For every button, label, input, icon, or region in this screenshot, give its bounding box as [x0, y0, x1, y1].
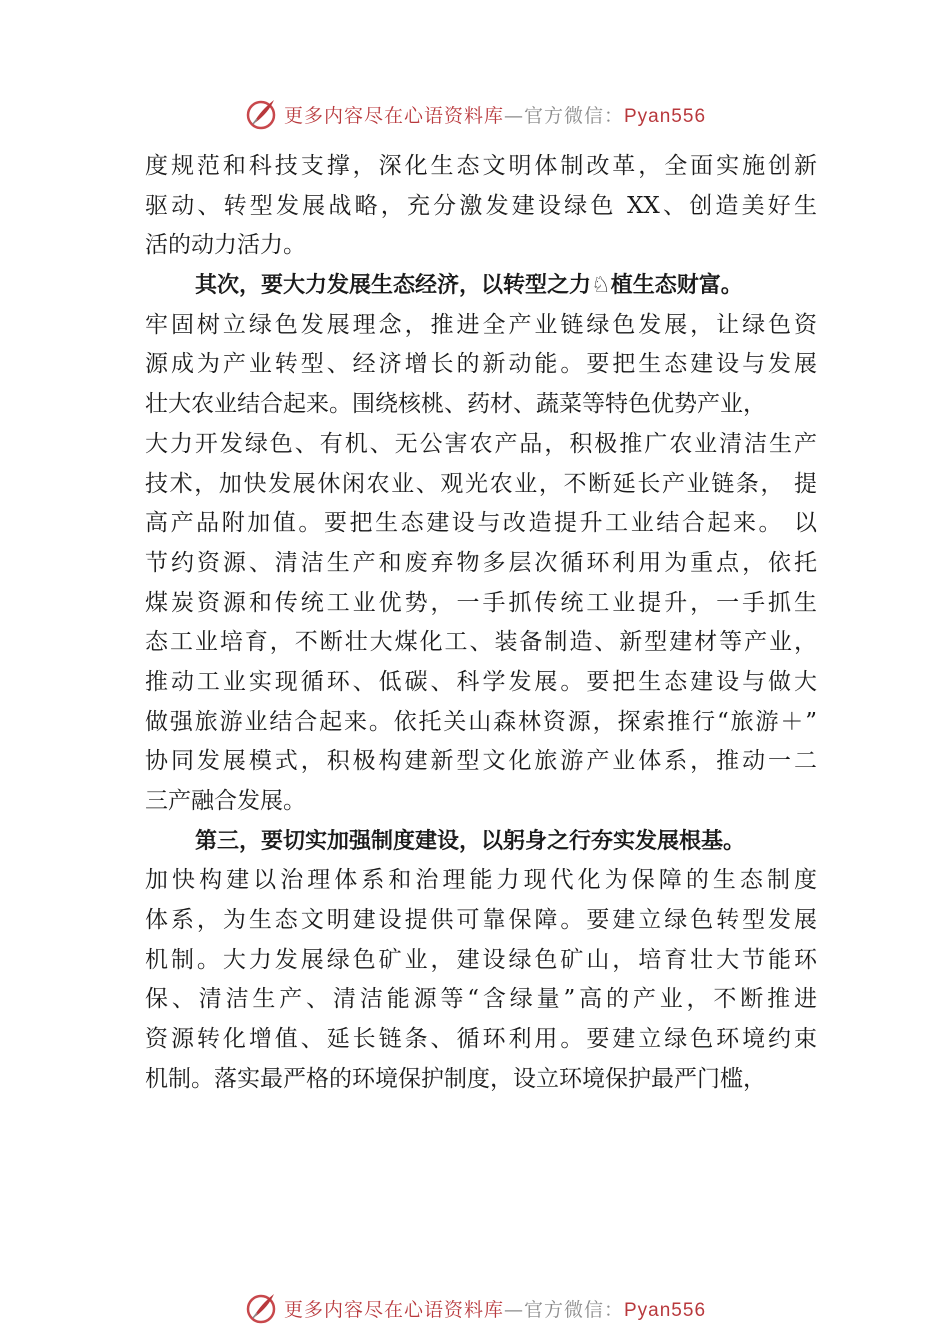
s2-line-8: 煤炭资源和传统工业优势，一手抓传统工业提升，一手抓生 — [145, 589, 817, 616]
s2-line-4: 大力开发绿色、有机、无公害农产品，积极推广农业清洁生产 — [145, 430, 817, 457]
p1-line-2: 驱动、转型发展战略，充分激发建设绿色 XX、创造美好生 — [145, 192, 817, 219]
s2-line-6: 高产品附加值。要把生态建设与改造提升工业结合起来。 以 — [145, 510, 817, 537]
s2-line-5: 技术，加快发展休闲农业、观光农业，不断延长产业链条， 提 — [145, 470, 817, 497]
s2-line-9: 态工业培育，不断壮大煤化工、装备制造、新型建材等产业， — [145, 629, 817, 656]
banner-dash: — — [503, 1298, 524, 1321]
banner-text — [284, 101, 706, 128]
section2-heading: 其次，要大力发展生态经济，以转型之力♘植生态财富。 — [195, 273, 743, 299]
s3-line-4: 保、清洁生产、清洁能源等“含绿量”高的产业，不断推进 — [145, 986, 817, 1013]
s2-line-12: 协同发展模式，积极构建新型文化旅游产业体系，推动一二 — [145, 748, 817, 775]
s2-line-10: 推动工业实现循环、低碳、科学发展。要把生态建设与做大 — [145, 668, 817, 695]
s2-line-13: 三产融合发展。 — [145, 788, 306, 814]
s3-line-6: 机制。落实最严格的环境保护制度，设立环境保护最严门槛， — [145, 1065, 766, 1092]
s3-line-3: 机制。大力发展绿色矿业，建设绿色矿山，培育壮大节能环 — [145, 946, 817, 973]
banner-title: 更多内容尽在心语资料库 — [283, 1298, 504, 1321]
document-body — [145, 147, 817, 1100]
s3-line-5: 资源转化增值、延长链条、循环利用。要建立绿色环境约束 — [145, 1026, 817, 1053]
quill-logo-icon — [244, 1291, 278, 1325]
s3-line-1: 加快构建以治理体系和治理能力现代化为保障的生态制度 — [145, 867, 817, 894]
banner-title: 更多内容尽在心语资料库 — [283, 104, 504, 127]
s3-line-2: 体系，为生态文明建设提供可靠保障。要建立绿色转型发展 — [145, 907, 817, 934]
s2-line-7: 节约资源、清洁生产和废弃物多层次循环利用为重点，依托 — [145, 549, 817, 576]
banner-official-label: 官方微信： — [523, 1298, 624, 1321]
banner-wechat-id: Pyan556 — [624, 1299, 707, 1321]
p1-line-1: 度规范和科技支撑，深化生态文明体制改革，全面实施创新 — [145, 153, 817, 179]
s2-line-11: 做强旅游业结合起来。依托关山森林资源，探索推行“旅游＋” — [145, 708, 817, 735]
banner-wechat-id: Pyan556 — [624, 105, 707, 127]
banner-official-label: 官方微信： — [523, 104, 624, 127]
banner-text — [284, 1295, 706, 1322]
s2-line-2: 源成为产业转型、经济增长的新动能。要把生态建设与发展 — [145, 351, 817, 378]
banner-dash: — — [503, 104, 524, 127]
p1-line-3: 活的动力活力。 — [145, 232, 306, 259]
s2-line-3: 壮大农业结合起来。围绕核桃、药材、蔬菜等特色优势产业， — [145, 391, 766, 418]
quill-logo-icon — [244, 97, 278, 131]
header-banner — [0, 92, 950, 136]
footer-banner — [0, 1286, 950, 1330]
s2-line-1: 牢固树立绿色发展理念，推进全产业链绿色发展，让绿色资 — [145, 311, 817, 338]
section3-heading: 第三，要切实加强制度建设，以躬身之行夯实发展根基。 — [195, 828, 746, 854]
